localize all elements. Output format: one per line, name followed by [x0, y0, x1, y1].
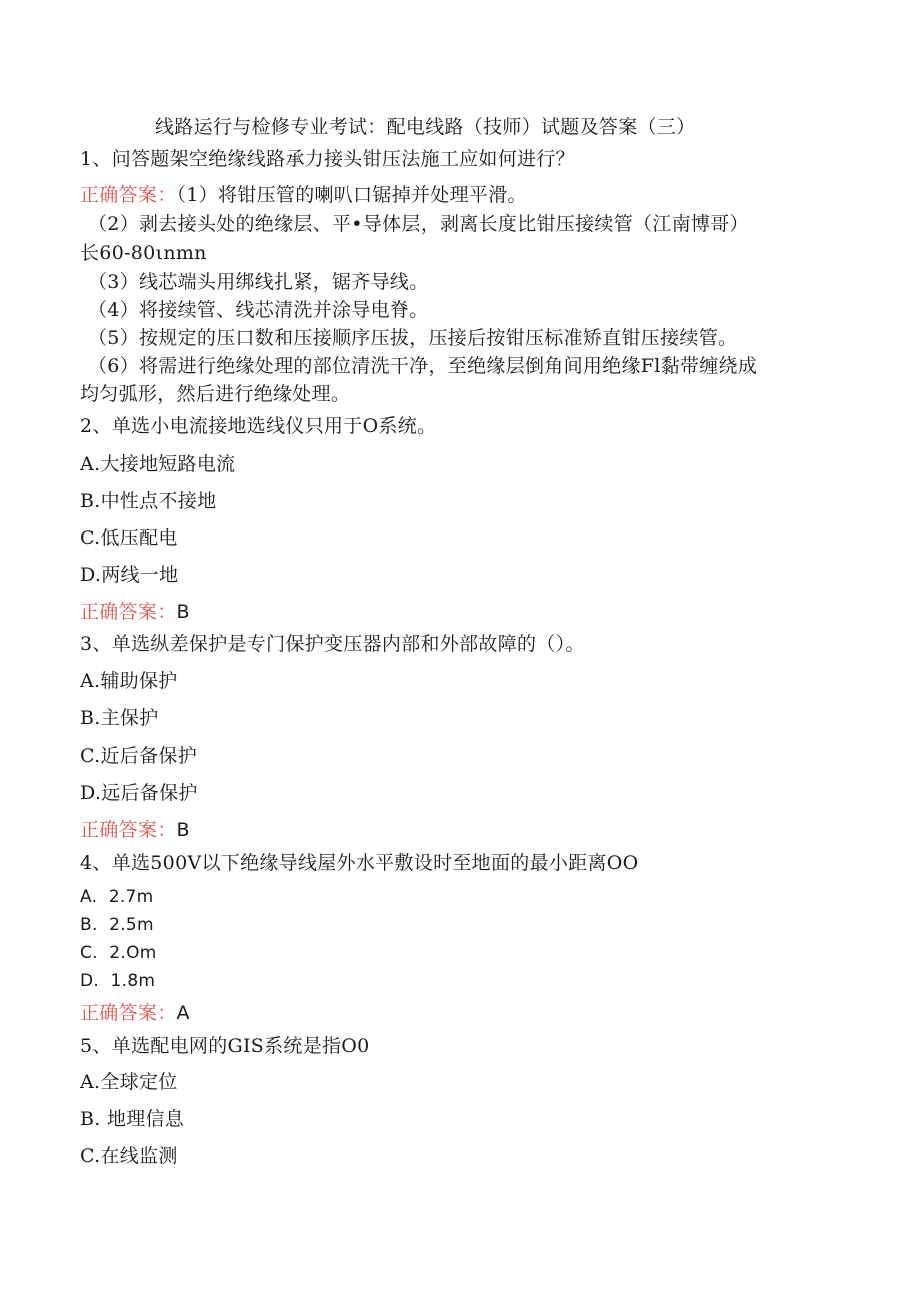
answer-text: （1）将钳压管的喇叭口锯掉并处理平滑。 — [176, 184, 527, 206]
question-2-option-d: D.两线一地 — [80, 564, 179, 586]
question-3-option-a: A.辅助保护 — [80, 670, 178, 692]
answer-line: （5）按规定的压口数和压接顺序压拔，压接后按钳压标准矫直钳压接续管。 — [88, 327, 738, 349]
answer-label: 正确答案： — [80, 601, 177, 623]
question-3-option-d: D.远后备保护 — [80, 782, 198, 804]
answer-value: B — [176, 819, 190, 841]
answer-label: 正确答案： — [80, 184, 177, 206]
question-4-option-c: C. 2.Om — [80, 943, 157, 963]
question-5-option-b: B. 地理信息 — [80, 1108, 185, 1130]
question-4-answer — [80, 1001, 190, 1025]
question-3-stem: 3、单选纵差保护是专门保护变压器内部和外部故障的（）。 — [80, 633, 585, 655]
question-3-answer — [80, 818, 190, 842]
question-4-stem: 4、单选500V以下绝缘导线屋外水平敷设时至地面的最小距离OO — [80, 852, 639, 874]
question-2-option-c: C.低压配电 — [80, 527, 178, 549]
answer-line: （3）线芯端头用绑线扎紧，锯齐导线。 — [88, 271, 429, 293]
answer-label: 正确答案： — [80, 819, 177, 841]
answer-value: B — [176, 601, 190, 623]
question-5-option-a: A.全球定位 — [80, 1071, 178, 1093]
question-4-option-d: D. 1.8m — [80, 971, 156, 991]
page-title: 线路运行与检修专业考试：配电线路（技师）试题及答案（三） — [155, 116, 696, 138]
answer-label: 正确答案： — [80, 1002, 177, 1024]
question-5-option-c: C.在线监测 — [80, 1145, 178, 1167]
question-1-answer-first-line — [80, 183, 527, 207]
question-2-stem: 2、单选小电流接地选线仪只用于O系统。 — [80, 415, 437, 437]
question-4-option-b: B. 2.5m — [80, 915, 154, 935]
question-3-option-c: C.近后备保护 — [80, 745, 198, 767]
question-5-stem: 5、单选配电网的GIS系统是指O0 — [80, 1035, 370, 1057]
answer-line: 长60-80ιnmn — [80, 242, 207, 264]
question-4-option-a: A. 2.7m — [80, 887, 154, 907]
answer-value: A — [176, 1002, 190, 1024]
question-2-option-a: A.大接地短路电流 — [80, 453, 236, 475]
answer-line: （4）将接续管、线芯清洗并涂导电脊。 — [88, 299, 429, 321]
answer-line: 均匀弧形，然后进行绝缘处理。 — [80, 383, 351, 405]
answer-line: （6）将需进行绝缘处理的部位清洗干净，至绝缘层倒角间用绝缘Fl黏带缠绕成 — [88, 355, 758, 377]
question-1-stem: 1、问答题架空绝缘线路承力接头钳压法施工应如何进行？ — [80, 148, 575, 170]
question-3-option-b: B.主保护 — [80, 707, 159, 729]
question-2-option-b: B.中性点不接地 — [80, 490, 217, 512]
answer-line: （2）剥去接头处的绝缘层、平•导体层，剥离长度比钳压接续管（江南博哥） — [88, 213, 749, 235]
question-2-answer — [80, 600, 190, 624]
